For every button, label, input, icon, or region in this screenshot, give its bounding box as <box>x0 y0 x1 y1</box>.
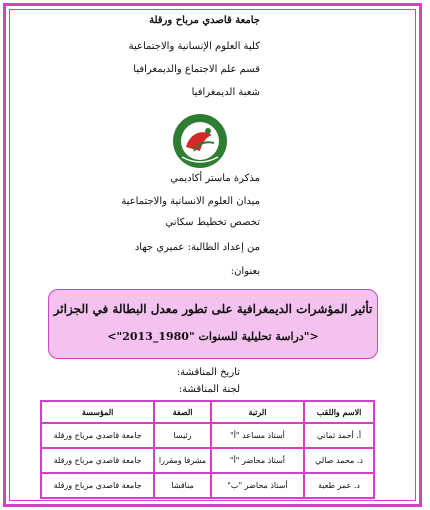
table-row <box>41 473 374 498</box>
member-rank: أستاذ محاضر "ب" <box>211 473 304 498</box>
member-name: د. عمر طعبة <box>304 473 374 498</box>
thesis-subtitle: <"دراسة تحليلية للسنوات "1980_2013"> <box>107 330 319 343</box>
prepared-by: من إعداد الطالبة: عميري جهاد <box>134 242 260 253</box>
member-role: رئيسا <box>154 423 211 448</box>
field-name: ميدان العلوم الانسانية والاجتماعية <box>121 196 260 207</box>
committee-label: لجنة المناقشة: <box>178 384 240 395</box>
member-role: مشرفا ومقررا <box>154 448 211 473</box>
thesis-title-box <box>48 289 378 359</box>
department-name: قسم علم الاجتماع والديمغرافيا <box>133 64 260 75</box>
table-header-row <box>41 401 374 423</box>
member-role: مناقشا <box>154 473 211 498</box>
table-row <box>41 423 374 448</box>
discussion-date-label: تاريخ المناقشة: <box>176 367 240 378</box>
member-name: أ. أحمد ثماني <box>304 423 374 448</box>
header-role: الصفة <box>154 401 211 423</box>
header-institution: المؤسسة <box>41 401 154 423</box>
faculty-name: كلية العلوم الإنسانية والاجتماعية <box>128 41 260 52</box>
specialty-name: تخصص تخطيط سكاني <box>165 217 260 228</box>
member-institution: جامعة قاصدي مرباح ورقلة <box>41 473 154 498</box>
branch-name: شعبة الديمغرافيا <box>191 87 260 98</box>
committee-table <box>40 400 375 499</box>
header-name: الاسم واللقب <box>304 401 374 423</box>
university-name: جامعة قاصدي مرباح ورقلة <box>149 15 260 26</box>
title-label: بعنوان: <box>230 266 260 277</box>
memo-type: مذكرة ماستر أكاديمي <box>170 173 260 184</box>
member-rank: أستاذ مساعد "أ" <box>211 423 304 448</box>
header-rank: الرتبة <box>211 401 304 423</box>
member-rank: أستاذ محاضر "أ" <box>211 448 304 473</box>
member-institution: جامعة قاصدي مرباح ورقلة <box>41 423 154 448</box>
university-seal-icon <box>172 113 228 169</box>
member-institution: جامعة قاصدي مرباح ورقلة <box>41 448 154 473</box>
member-name: د. محمد صالي <box>304 448 374 473</box>
thesis-title: تأثير المؤشرات الديمغرافية على تطور معدل البطالة في الجزائر <box>53 302 373 316</box>
table-row <box>41 448 374 473</box>
